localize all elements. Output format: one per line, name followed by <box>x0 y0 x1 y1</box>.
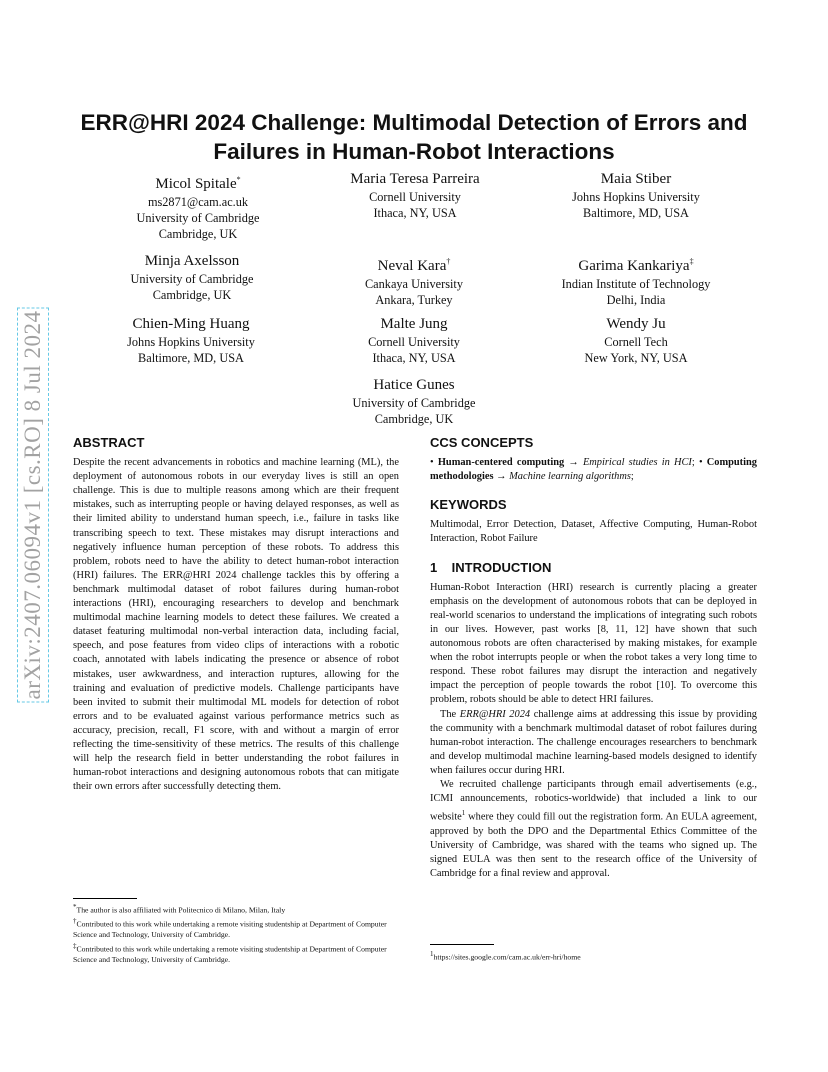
author-location: New York, NY, USA <box>584 351 688 366</box>
intro-paragraph: We recruited challenge participants through email advertisements (e.g., ICMI announcements, robotics-worldwide) that included a link to our website$^1$ where they could fill out the registration form. An EULA agreement, approved by both the DPO and the Departmental Ethics Committee of the University of Cambridge, was shared with the teams who signed up. The signed EULA was then sent to the research office of the University of Cambridge for a final review and approval. <box>430 778 757 879</box>
author-block <box>516 315 756 366</box>
intro-paragraph: The ERR@HRI 2024 challenge aims at addressing this issue by providing the community with a benchmark multimodal dataset of robot failures during human-robot interaction. The challenge encourages researchers to benchmark and develop multimodal machine learning-based models designed to identify when failures occur during HRI. <box>430 708 757 776</box>
author-mark: † <box>446 257 451 266</box>
abstract-text: Despite the recent advancements in robotics and machine learning (ML), the deployment of autonomous robots in our everyday lives is still an open challenge. This is due to multiple reasons among which are their frequent mistakes, such as interrupting people or having delayed responses, as well as their limited ability to understand human speech, i.e., failure in tasks like transcribing speech to text. These mistakes may disrupt interactions and negatively influence human perception of these robots. To address this problem, robots need to have the ability to detect human-robot interaction (HRI) failures. The ERR@HRI 2024 challenge tackles this by offering a benchmark multimodal dataset of robot failures during human-robot interactions (HRI), encouraging researchers to develop and benchmark multimodal machine learning models to detect these failures. We created a dataset featuring multimodal non-verbal interaction data, including facial, speech, and pose features from video clips of interactions with a robotic coach, annotated with labels indicating the presence or absence of robot mistakes, user awkwardness, and interaction ruptures, allowing for the training and evaluation of predictive models. Challenge participants have been invited to submit their multimodal ML models for detection of robot errors and to be evaluated against various performance metrics such as accuracy, precision, recall, F1 score, with and without a margin of error reflecting the time-sensitivity of these metrics. The results of this challenge will help the research field in better understanding the robot failures in human-robot interactions and designing autonomous robots that can mitigate their own errors after successfully detecting them. <box>73 457 399 793</box>
author-affiliation: University of Cambridge <box>136 211 260 226</box>
author-location: Ankara, Turkey <box>375 293 453 308</box>
abstract-heading: ABSTRACT <box>73 435 145 450</box>
author-affiliation: Cornell University <box>368 335 460 349</box>
author-affiliation: Johns Hopkins University <box>127 335 255 349</box>
author-affiliation: Indian Institute of Technology <box>561 277 711 291</box>
footnote: ‡Contributed to this work while undertaking a remote visiting studentship at Department of Computer Science and Technology, University of Cambridge. <box>73 941 387 964</box>
author-name: Chien-Ming Huang <box>132 316 250 332</box>
author-name: Garima Kankariya <box>578 258 690 274</box>
author-affiliation: Cornell University <box>369 190 461 204</box>
author-block <box>294 315 534 366</box>
author-block <box>72 252 312 303</box>
author-block <box>516 252 756 308</box>
author-mark: ‡ <box>689 257 694 266</box>
author-mark: * <box>236 175 241 184</box>
website-link[interactable]: https://sites.google.com/cam.ac.uk/err-hri/home <box>433 952 581 962</box>
footnote-right: $^1$https://sites.google.com/cam.ac.uk/err-hri/home <box>430 950 581 962</box>
footnote-rule <box>430 944 494 945</box>
author-block <box>294 376 534 427</box>
paper-title: ERR@HRI 2024 Challenge: Multimodal Detection of Errors and Failures in Human-Robot Interactions <box>80 110 748 164</box>
ccs-heading: CCS CONCEPTS <box>430 435 534 450</box>
ccs-concepts: • Human-centered computing → Empirical studies in HCI; • Computing methodologies → Machine learning algorithms; <box>430 457 757 483</box>
author-block <box>516 170 756 221</box>
author-name: Wendy Ju <box>606 316 666 332</box>
footnotes-left <box>73 902 399 965</box>
left-column <box>73 436 399 794</box>
author-location: Cambridge, UK <box>374 412 454 427</box>
author-name: Minja Axelsson <box>144 253 240 269</box>
arxiv-id: arXiv:2407.06094v1 [cs.RO] 8 Jul 2024 <box>20 310 45 700</box>
author-block <box>295 170 535 221</box>
author-affiliation: Cornell Tech <box>604 335 668 349</box>
intro-paragraph: Human-Robot Interaction (HRI) research is currently placing a greater emphasis on the development of autonomous robots that can be deployed in real-world scenarios to understand the implications of integrating such robots in our lives. However, past works [8, 11, 12] have shown that such autonomous robots are often characterised by making mistakes, for example when the robot interrupts people or when the robot takes a very long time to respond. These robot failures may disrupt the interaction and negatively impact the perception of people towards the robot [10]. To overcome this problem, robots should be able to detect HRI failures. <box>430 581 757 706</box>
author-location: Baltimore, MD, USA <box>583 206 689 221</box>
author-affiliation: University of Cambridge <box>130 272 254 286</box>
author-block <box>294 252 534 308</box>
arxiv-sidebar-stamp <box>18 275 48 735</box>
right-column <box>430 436 757 881</box>
author-block <box>71 315 311 366</box>
author-block <box>78 170 318 243</box>
author-location: Cambridge, UK <box>152 288 232 303</box>
footnote-rule <box>73 898 137 899</box>
keywords-heading: KEYWORDS <box>430 497 507 513</box>
author-affiliation: Cankaya University <box>364 277 463 291</box>
intro-heading: 1 INTRODUCTION <box>430 559 552 575</box>
author-name: Neval Kara <box>377 258 447 274</box>
author-affiliation: Johns Hopkins University <box>572 190 700 204</box>
author-affiliation: University of Cambridge <box>352 396 476 410</box>
author-name: Hatice Gunes <box>373 377 455 393</box>
author-name: Malte Jung <box>380 316 448 332</box>
author-name: Micol Spitale <box>155 176 237 192</box>
author-name: Maria Teresa Parreira <box>350 171 480 187</box>
author-location: Baltimore, MD, USA <box>138 351 244 366</box>
author-location: Delhi, India <box>606 293 666 308</box>
author-location: Ithaca, NY, USA <box>372 351 456 366</box>
author-location: Ithaca, NY, USA <box>373 206 457 221</box>
author-name: Maia Stiber <box>600 171 672 187</box>
footnote: *The author is also affiliated with Politecnico di Milano, Milan, Italy <box>73 903 286 915</box>
author-location: Cambridge, UK <box>158 227 238 242</box>
footnote: †Contributed to this work while undertaking a remote visiting studentship at Department of Computer Science and Technology, University of Cambridge. <box>73 917 387 940</box>
keywords-text: Multimodal, Error Detection, Dataset, Affective Computing, Human-Robot Interaction, Robot Failure <box>430 519 757 545</box>
author-email: ms2871@cam.ac.uk <box>147 195 249 209</box>
